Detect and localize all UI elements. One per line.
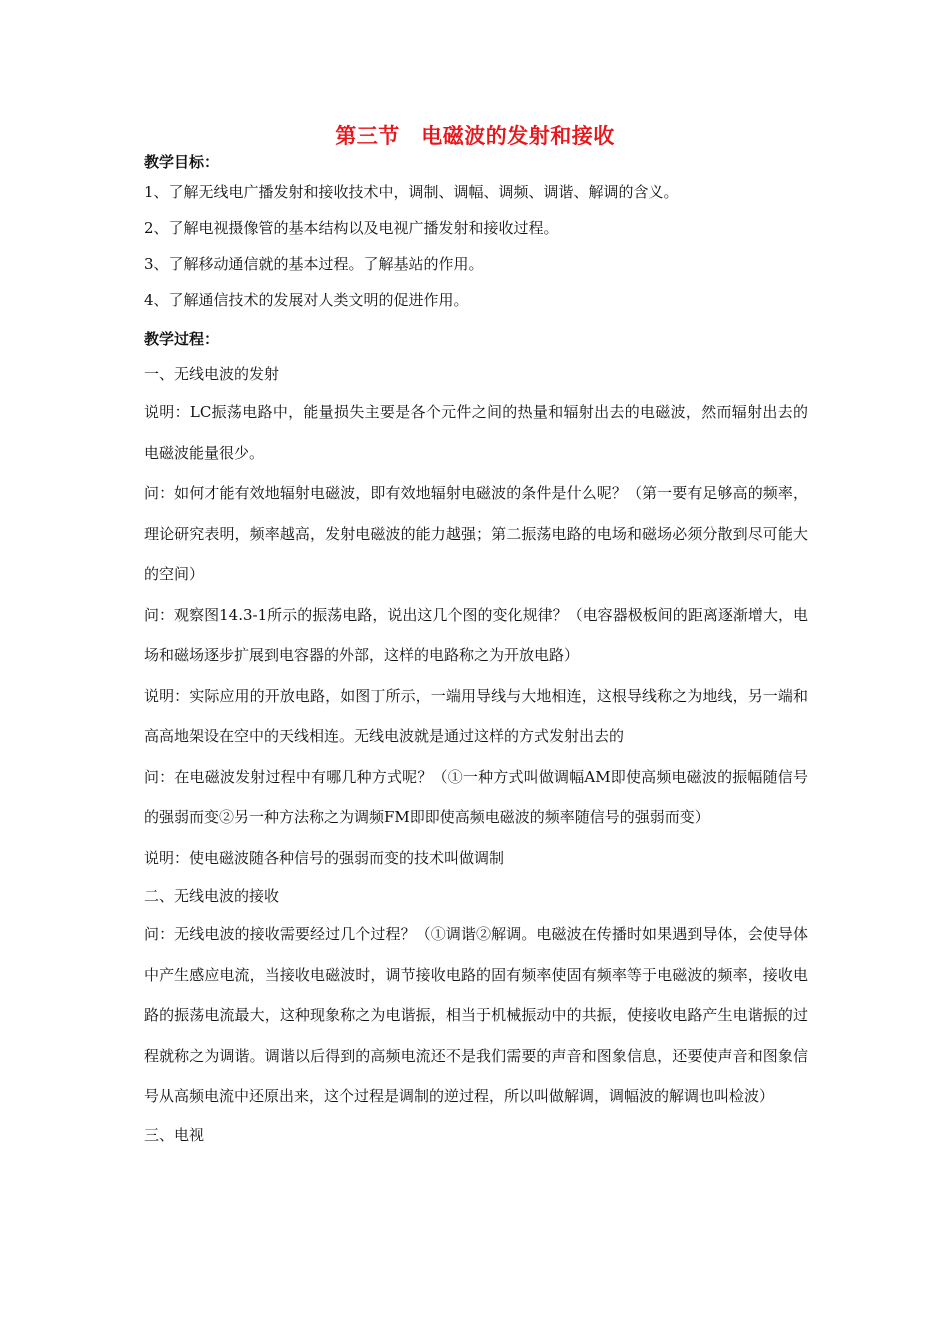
section-2-title: 二、无线电波的接收 bbox=[144, 887, 280, 905]
objective-item-1: 1、了解无线电广播发射和接收技术中，调制、调幅、调频、调谐、解调的含义。 bbox=[144, 183, 679, 201]
section-1-paragraph-5: 问：在电磁波发射过程中有哪几种方式呢？（①一种方式叫做调幅AM即使高频电磁波的振幅随信号的强弱而变②另一种方法称之为调频FM即即使高频电磁波的频率随信号的强弱而变） bbox=[144, 767, 808, 826]
objective-item-2: 2、了解电视摄像管的基本结构以及电视广播发射和接收过程。 bbox=[144, 219, 559, 237]
objectives-heading: 教学目标： bbox=[144, 153, 220, 171]
section-1-paragraph-2: 问：如何才能有效地辐射电磁波，即有效地辐射电磁波的条件是什么呢？（第一要有足够高的频率，理论研究表明，频率越高，发射电磁波的能力越强；第二振荡电路的电场和磁场必须分散到尽可能大的空间） bbox=[144, 484, 808, 583]
section-3-title: 三、电视 bbox=[144, 1125, 205, 1144]
section-1-title: 一、无线电波的发射 bbox=[144, 365, 280, 383]
process-heading: 教学过程： bbox=[144, 330, 220, 348]
objective-item-3: 3、了解移动通信就的基本过程。了解基站的作用。 bbox=[144, 255, 484, 273]
section-2-paragraph-1: 问：无线电波的接收需要经过几个过程？（①调谐②解调。电磁波在传播时如果遇到导体，会使导体中产生感应电流，当接收电磁波时，调节接收电路的固有频率使固有频率等于电磁波的频率，接收电路的振荡电流最大，这种现象称之为电谐振，相当于机械振动中的共振，使接收电路产生电谐振的过程就称之为调谐。调谐以后得到的高频电流还不是我们需要的声音和图象信息，还要使声音和图象信号从高频电流中还原出来，这个过程是调制的逆过程，所以叫做解调，调幅波的解调也叫检波） bbox=[144, 925, 808, 1105]
objective-item-4: 4、了解通信技术的发展对人类文明的促进作用。 bbox=[144, 291, 469, 309]
section-1-paragraph-6: 说明：使电磁波随各种信号的强弱而变的技术叫做调制 bbox=[144, 848, 505, 867]
page-title: 第三节 电磁波的发射和接收 bbox=[335, 123, 615, 148]
section-1-paragraph-1: 说明：LC振荡电路中，能量损失主要是各个元件之间的热量和辐射出去的电磁波，然而辐射出去的电磁波能量很少。 bbox=[144, 403, 808, 462]
section-1-paragraph-4: 说明：实际应用的开放电路，如图丁所示，一端用导线与大地相连，这根导线称之为地线，另一端和高高地架设在空中的天线相连。无线电波就是通过这样的方式发射出去的 bbox=[144, 686, 808, 745]
section-1-paragraph-3: 问：观察图14.3-1所示的振荡电路，说出这几个图的变化规律？（电容器极板间的距离逐渐增大，电场和磁场逐步扩展到电容器的外部，这样的电路称之为开放电路） bbox=[144, 605, 808, 664]
document-body bbox=[144, 150, 808, 1153]
